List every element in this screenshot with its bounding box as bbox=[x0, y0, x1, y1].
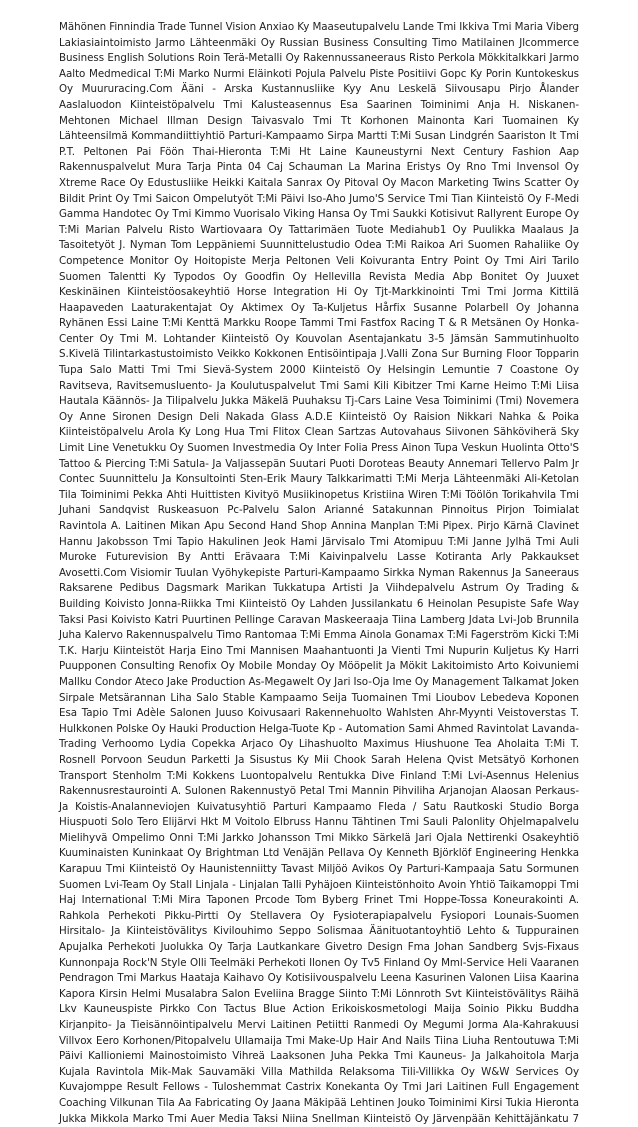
body-text-paragraph: Mähönen Finnindia Trade Tunnel Vision Anxiao Ky Maaseutupalvelu Lande Tmi Ikkiva Tmi Maria Viberg Lakiasiaintoimisto Jarmo Lähteenmäki Oy Russian Business Consulting Timo Matilainen Jlcommerce Business English Solutions Roin Terä-Metalli Oy Rakennussaneeraus Risto Perkola Mökkitalkkari Jarmo Aalto Medmedical T:Mi Marko Nurmi Eläinkoti Pojula Palvelu Piste Positiivi Gopc Ky Porin Kuntokeskus Oy Muururacing.Com Ääni - Arska Kustannusliike Kyy Anu Leskelä Siivousapu Pirjo Ålander Aaslaluodon Kiinteistöpalvelu Tmi Kalusteasennus Esa Saarinen Toiminimi Anja H. Niskanen-Mehtonen Michael Illman Design Taivasvalo Tmi Tt Korhonen Mainonta Kari Tuomainen Ky Lähteensilmä Kommandiittiyhtiö Parturi-Kampaamo Sirpa Martti T:Mi Susan Lindgrén Saariston It Tmi P.T. Peltonen Pai Föön Thai-Hieronta T:Mi Ht Laine Kauneustyrni Next Century Fashion Aap Rakennuspalvelut Mura Tarja Pinta 04 Caj Schauman La Marina Eristys Oy Rno Tmi Invensol Oy Xtreme Race Oy Edustusliike Heikki Kaitala Sanrax Oy Pitoval Oy Macon Marketing Twins Scatter Oy Bildit Print Oy Tmi Saicon Ompelutyöt T:Mi Päivi Iso-Aho Jumo'S Service Tmi Tian Kiinteistö Oy F-Medi Gamma Handotec Oy Tmi Kimmo Vuorisalo Viking Hansa Oy Tmi Saukki Kotisivut Rallyrent Europe Oy T:Mi Marian Palvelu Risto Wartiovaara Oy Tattarimäen Tuote Mediahub1 Oy Puulikka Maalaus Ja Tasoitetyöt J. Nyman Tom Leppäniemi Suunnittelustudio Odea T:Mi Raikoa Ari Suomen Rahaliike Oy Competence Monitor Oy Hoitopiste Merja Peltonen Veli Koivuranta Entry Point Oy Tmi Airi Tarilo Suomen Talentti Ky Typodos Oy Goodfin Oy Hellevilla Revista Media Abp Bonitet Oy Juuxet Keskinäinen Kiinteistöosakeyhtiö Horse Integration Hi Oy Tjt-Markkinointi Tmi Tmi Jorma Kittilä Haapaveden Laaturakentajat Oy Aktimex Oy Ta-Kuljetus Hårfix Susanne Polarbell Oy Johanna Ryhänen Essi Laine T:Mi Kenttä Markku Roope Tammi Tmi Fastfox Racing T & R Metsänen Oy Honka-Center Oy Tmi M. Lohtander Kiinteistö Oy Kouvolan Asentajankatu 3-5 Jämsän Sammutinhuolto S.Kivelä Tilintarkastustoimisto Veikko Kokkonen Entisöintipaja J.Valli Zona Sur Burning Floor Topparin Tupa Salo Matti Tmi Tmi Sievä-System 2000 Kiinteistö Oy Helsingin Lemuntie 7 Coastone Oy Ravitseva, Ravitsemusluento- Ja Koulutuspalvelut Tmi Sami Kili Kibitzer Tmi Karne Heimo T:Mi Liisa Hautala Käännös- Ja Tilipalvelu Jukka Mäkelä Puuhaksu Tj-Cars Laine Vesa Toiminimi (Tmi) Novemera Oy Anne Sironen Design Deli Nakada Glass A.D.E Kiinteistö Oy Raision Nikkari Nahka & Poika Kiinteistöpalvelu Arola Ky Long Hua Tmi Flitox Clean Sartzas Autovahaus Siivonen Sähköviherä Sky Limit Line Venetukku Oy Suomen Investmedia Oy Inter Folia Press Ainon Tupa Veskun Huolinta Otto'S Tattoo & Piercing T:Mi Satula- Ja Valjassepän Suutari Puoti Doroteas Beauty Annemari Tellervo Palm Jr Contec Suunnittelu Ja Konsultointi Sten-Erik Maury Talkkarimatti T:Mi Merja Lähteenmäki Ali-Ketolan Tila Toiminimi Pekka Ahti Huittisten Kivityö Musiikinopetus Kristiina Wiren T:Mi Töölön Torikahvila Tmi Juhani Sandqvist Ruskeasuon Pc-Palvelu Salon Arianné Satakunnan Pinnoitus Pirjon Toimialat Ravintola A. Laitinen Mikan Apu Second Hand Shop Annina Manplan T:Mi Pipex. Pirjo Kärnä Clavinet Hannu Jakobsson Tmi Tapio Hakulinen Jeok Hami Järvisalo Tmi Atomipuu T:Mi Janne Jylhä Tmi Auli Muroke Futurevision By Antti Erävaara T:Mi Kaivinpalvelu Lasse Kotiranta Arly Pakkaukset Avosetti.Com Visiomir Tuulan Vyöhykepiste Parturi-Kampaamo Sirkka Nyman Rakennus Ja Saneeraus Raksarene Pedibus Dagsmark Marikan Tukkatupa Artisti Ja Viihdepalvelu Astrum Oy Trading & Building Koivisto Jonna-Riikka Tmi Kiinteistö Oy Lahden Jussilankatu 6 Heinolan Pesupiste Safe Way Taksi Pasi Koivisto Katri Puurtinen Pellinge Caravan Maskeeraaja Tiina Lamberg Jdata Lvi-Job Brunnila Juha Kalervo Rakennuspalvelu Timo Rantomaa T:Mi Emma Ainola Gonamax T:Mi Fagerström Kicki T:Mi T.K. Harju Kiinteistöt Harja Eino Tmi Mannisen Maahantuonti Ja Vienti Tmi Nupurin Kuljetus Ky Harri Puupponen Consulting Renofix Oy Mobile Monday Oy Mööpelit Ja Mökit Lakitoimisto Arto Koivuniemi Mallku Condor Ateco Jake Production As-Megawelt Oy Jari Iso-Oja Ime Oy Management Talkamat Joken Sirpale Metsärannan Liha Salo Stable Kampaamo Seija Tuomainen Tmi Lioubov Lebedeva Koponen Esa Tapio Tmi Adèle Salonen Juuso Koivusaari Rakennehuolto Wahlsten Ahr-Myynti Veistoverstas T. Hulkkonen Polske Oy Hauki Production Helga-Tuote Kp - Automation Sami Ahmed Ravintolat Lavanda-Trading Verhoomo Lydia Copekka Arjaco Oy Lihashuolto Maximus Hiushuone Tea Aholaita T:Mi T. Rosnell Porvoon Seudun Parketti Ja Sisustus Ky Mii Chook Sarah Helena Qvist Metsätyö Korhonen Transport Stenholm T:Mi Kokkens Luontopalvelu Rentukka Dive Finland T:Mi Lvi-Asennus Helenius Rakennusrestaurointi A. Sulonen Rakennustyö Petal Tmi Mannin Pihviliha Arjanojan Alaosan Perkaus- Ja Koistis-Analanneviojen Kuivatusyhtiö Parturi Kampaamo Fleda / Satu Rautkoski Studio Borga Hiuspuoti Solo Tero Elijärvi Hkt M Voitolo Elbruss Hannu Tähtinen Tmi Sauli Palonlity Ohjelmapalvelu Mielihyvä Ompelimo Onni T:Mi Jarkko Johansson Tmi Mikko Särkelä Jari Ojala Nettirenki Osakeyhtiö Kuuminaisten Kuninkaat Oy Brightman Ltd Venäjän Pellava Oy Kenneth Björklöf Engineering Henkka Karapuu Tmi Kiinteistö Oy Haunistenniitty Tavast Miljöö Avikos Oy Parturi-Kampaaja Satu Sormunen Suomen Lvi-Team Oy Stall Linjala - Linjalan Talli Pyhäjoen Kiinteistönhoito Avoin Yhtiö Taikamoppi Tmi Haj International T:Mi Mira Taponen Prcode Tom Byberg Frinet Tmi Hoppe-Tossa Koneurakointi A. Rahkola Perhekoti Pikku-Pirtti Oy Stellavera Oy Fysioterapiapalvelu Fysiopori Lounais-Suomen Hirsitalo- Ja Kiinteistövälitys Kivilouhimo Seppo Solismaa Äänituotantoyhtiö Lehto & Tuppurainen Apujalka Perhekoti Juolukka Oy Tarja Lautkankare Givetro Design Fma Johan Sandberg Svjs-Fixaus Kunnonpaja Rock'N Style Olli Teelmäki Perhekoti Ilonen Oy Tv5 Finland Oy Mml-Service Heli Vaaranen Pendragon Tmi Markus Haataja Kaihavo Oy Kotisiivouspalvelu Leena Kasurinen Valonen Liisa Kaarina Kapora Kirsin Helmi Musalabra Salon Eveliina Bragge Siinto T:Mi Lönnroth Svt Kiinteistövälitys Räihä Lkv Kauneuspiste Pirkko Con Tactus Blue Action Erikoiskosmetologi Maija Soinio Pikku Buddha Kirjanpito- Ja Tieisännöintipalvelu Mervi Laitinen Petiitti Ranmedi Oy Megumi Jorma Ala-Kahrakuusi Villvox Eero Korhonen/Pitopalvelu Ullamaija Tmi Make-Up Hair And Nails Tiina Liuha Rentoutuwa T:Mi Päivi Kallioniemi Mainostoimisto Vihreä Laaksonen Juha Pekka Tmi Kauneus- Ja Jalkahoitola Marja Kujala Ravintola Mik-Mak Sauvamäki Villa Mathilda Relaksoma Tili-Villikka Oy W&W Services Oy Kuvajomppe Result Fellows - Tuloshemmat Castrix Konekanta Oy Tmi Jari Laitinen Full Engagement Coaching Vilkunan Tila Aa Fabricating Oy Jaana Mäkipää Lehtinen Jouko Toiminimi Kirsi Tukia Hieronta Jukka Mikkola Marko Tmi Auer Media Taksi Niina Snellman Kiinteistö Oy Järvenpään Kehittäjänkatu 7 bbox=[59, 21, 579, 1125]
